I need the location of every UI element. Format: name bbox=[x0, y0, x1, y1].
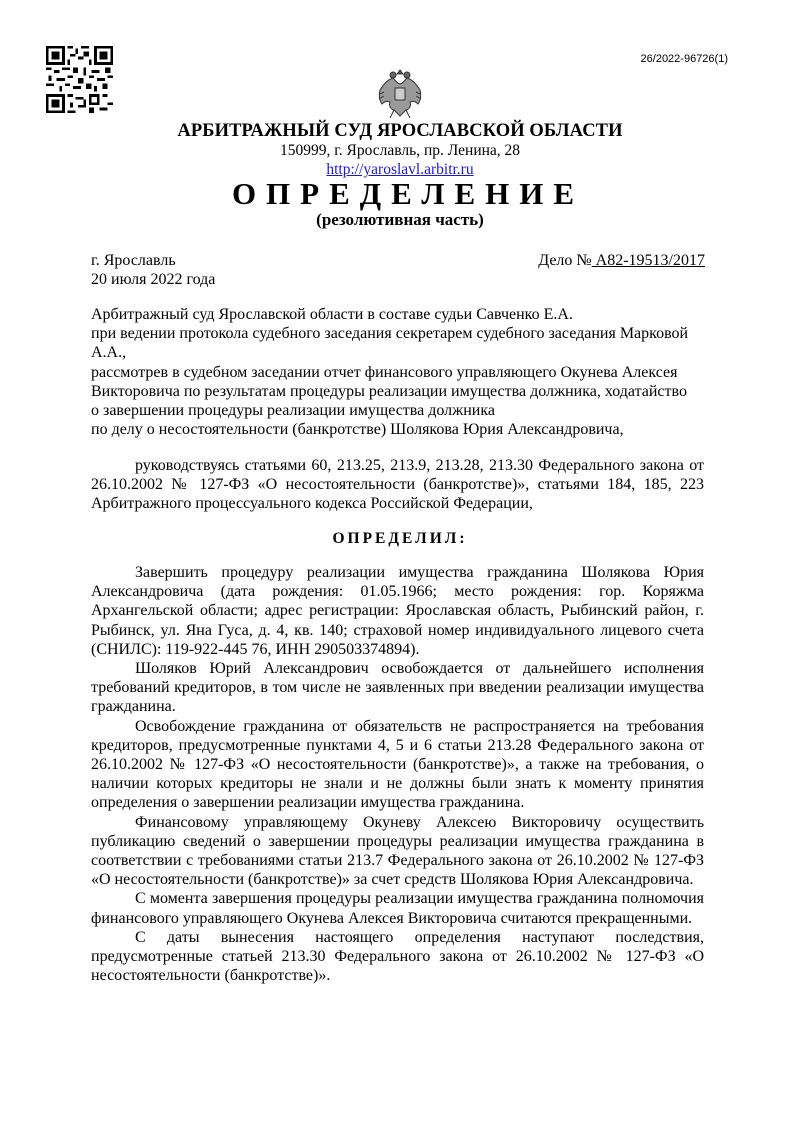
intro-line: по делу о несостоятельности (банкротстве) Шолякова Юрия Александровича, bbox=[91, 421, 624, 439]
coat-of-arms-icon bbox=[372, 64, 428, 122]
qr-code-icon bbox=[46, 46, 113, 113]
decision-paragraph: Финансовому управляющему Окуневу Алексею Викторовичу осуществить публикацию сведений о завершении процедуры реализации имущества гражданина в соответствии с требованиями статьи 213.7 Федерального закона от 26.10.2002 № 127-ФЗ «О несостоятельности (банкротстве)» за счет средств Шолякова Юрия Александровича. bbox=[91, 813, 704, 889]
decision-paragraph: С момента завершения процедуры реализации имущества гражданина полномочия финансового управляющего Окунева Алексея Викторовича считаются прекращенными. bbox=[91, 890, 704, 927]
decision-paragraph: Завершить процедуру реализации имущества гражданина Шолякова Юрия Александровича (дата рождения: 01.05.1966; место рождения: гор. Коряжма Архангельской области; адрес регистрации: Ярославская область, Рыбинский район, г. Рыбинск, ул. Яна Гуса, д. 4, кв. 140; страховой номер индивидуального лицевого счета (СНИЛС): 119-922-445 76, ИНН 290503374894). bbox=[91, 564, 704, 658]
intro-block bbox=[91, 305, 704, 439]
decision-paragraph: Освобождение гражданина от обязательств не распространяется на требования кредиторов, предусмотренные пунктами 4, 5 и 6 статьи 213.28 Федерального закона от 26.10.2002 № 127-ФЗ «О несостоятельности (банкротстве)», а также на требования, о наличии которых кредиторы не знали и не должны были знать к моменту принятия определения о завершении реализации имущества гражданина. bbox=[91, 717, 704, 812]
decision-body bbox=[91, 563, 704, 985]
intro-line: Арбитражный суд Ярославской области в составе судьи Савченко Е.А. bbox=[91, 306, 573, 323]
decision-heading: ОПРЕДЕЛИЛ: bbox=[332, 530, 468, 547]
city: г. Ярославль bbox=[91, 252, 176, 269]
intro-line: Викторовича по результатам процедуры реализации имущества должника, ходатайство bbox=[91, 382, 687, 400]
decision-paragraph: Шоляков Юрий Александрович освобождается от дальнейшего исполнения требований кредиторов, в том числе не заявленных при введении реализации имущества гражданина. bbox=[91, 660, 704, 716]
legal-grounds: руководствуясь статьями 60, 213.25, 213.9, 213.28, 213.30 Федерального закона от 26.10.2002 № 127-ФЗ «О несостоятельности (банкротстве)», статьями 184, 185, 223 Арбитражного процессуального кодекса Российской Федерации, bbox=[91, 457, 704, 513]
case-number-value: А82-19513/2017 bbox=[591, 252, 705, 269]
document-title: ОПРЕДЕЛЕНИЕ bbox=[231, 176, 585, 211]
court-name: АРБИТРАЖНЫЙ СУД ЯРОСЛАВСКОЙ ОБЛАСТИ bbox=[177, 121, 623, 141]
document-number: 26/2022-96726(1) bbox=[640, 53, 728, 65]
intro-line: о завершении процедуры реализации имущества должника bbox=[91, 402, 495, 420]
intro-line: А.А., bbox=[91, 344, 127, 362]
court-website-link[interactable]: http://yaroslavl.arbitr.ru bbox=[326, 161, 474, 178]
intro-line: при ведении протокола судебного заседания секретарем судебного заседания Марковой bbox=[91, 325, 689, 343]
case-label: Дело № bbox=[538, 252, 592, 269]
court-address: 150999, г. Ярославль, пр. Ленина, 28 bbox=[279, 142, 521, 159]
intro-line: рассмотрев в судебном заседании отчет финансового управляющего Окунева Алексея bbox=[91, 363, 678, 381]
case-number bbox=[538, 252, 705, 270]
decision-paragraph: С даты вынесения настоящего определения наступают последствия, предусмотренные статьей 213.30 Федерального закона от 26.10.2002 № 127-ФЗ «О несостоятельности (банкротстве)». bbox=[91, 928, 704, 985]
decision-date: 20 июля 2022 года bbox=[91, 271, 216, 288]
document-subtitle: (резолютивная часть) bbox=[316, 210, 484, 229]
